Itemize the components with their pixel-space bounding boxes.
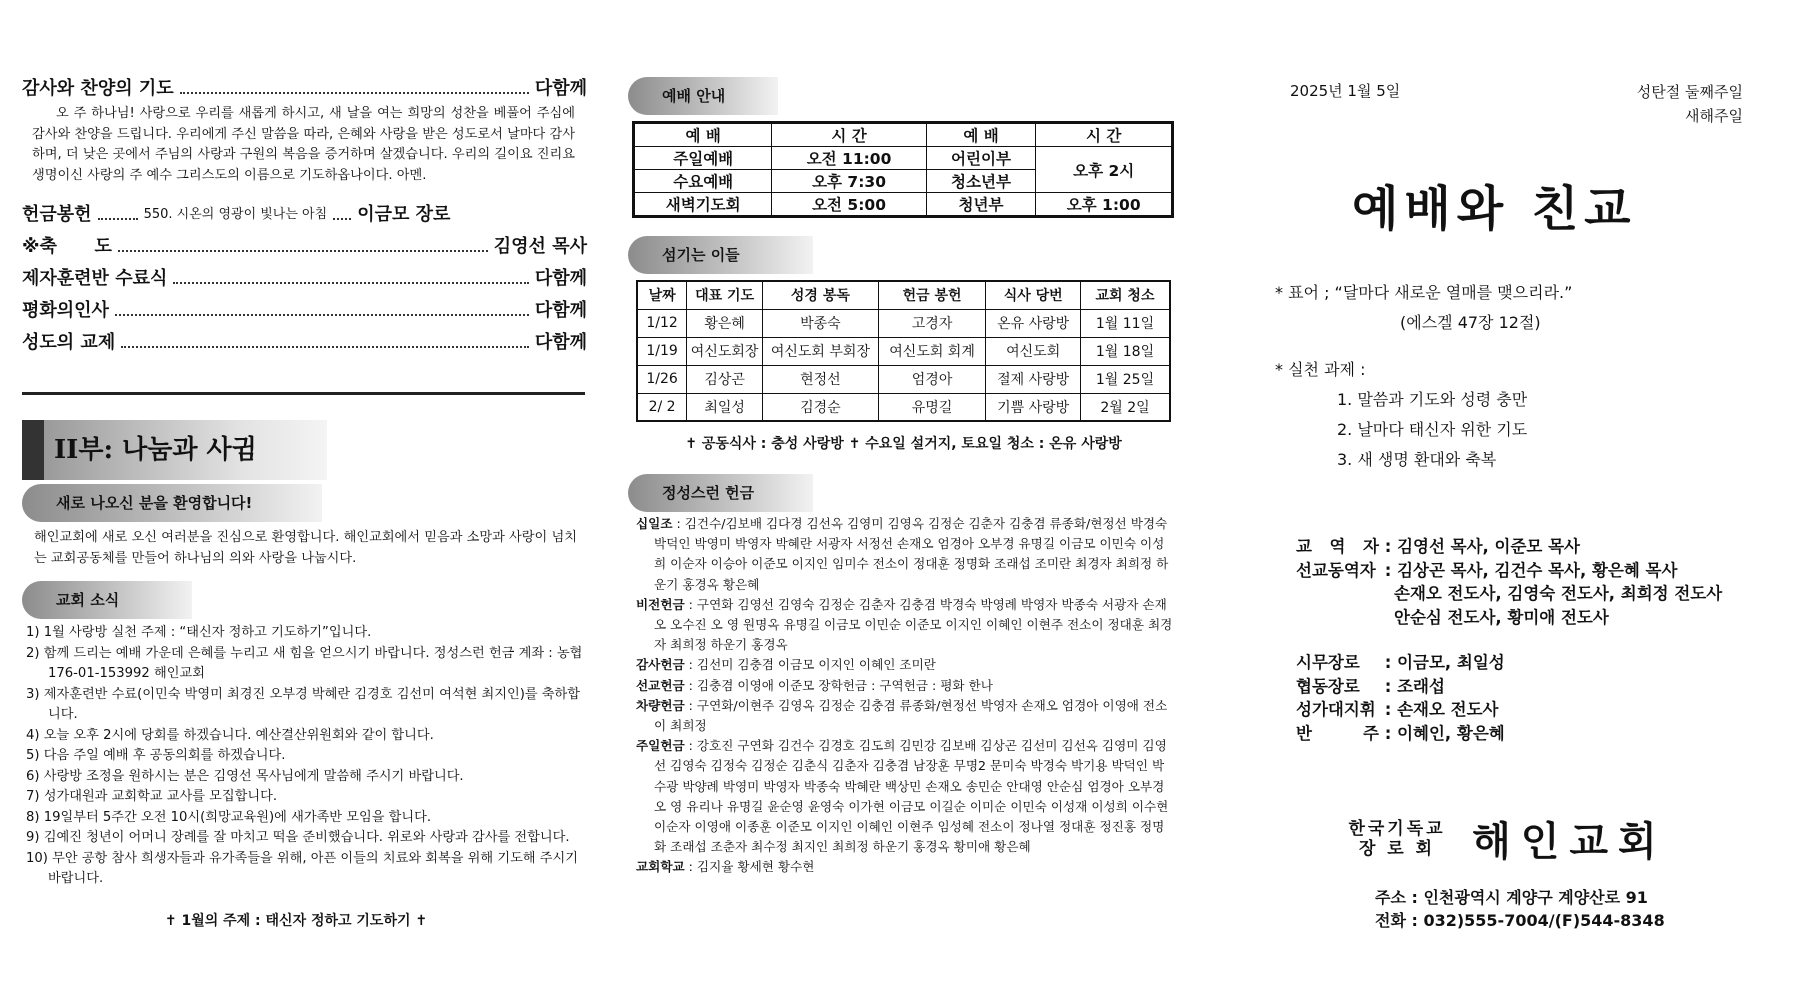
main-title: 예배와 친교 [1352,181,1637,237]
offering-row [636,696,1176,736]
duty-cell: 절제 사랑방 [986,365,1081,393]
order-leader: 다함께 [534,300,587,321]
service-table [632,121,1174,218]
duty-cell: 1/26 [637,365,687,393]
monthly-theme: ✝ 1월의 주제 : 태신자 정하고 기도하기 ✝ [164,913,428,929]
staff-row: 선교동역자 : 김상곤 목사, 김건수 목사, 황은혜 목사 [1296,559,1786,583]
service-time: 오후 2시 [1036,147,1173,193]
duty-cell: 여신도회장 [687,337,763,365]
duty-row [637,337,1170,365]
staff-label: 선교동역자 [1296,560,1376,580]
news-item: 8) 19일부터 5주간 오전 10시(희망교육원)에 새가족반 모임을 합니다. [26,809,432,825]
offering-label: 주일헌금 [636,738,685,754]
prayer-text: 오 주 하나님! 사랑으로 우리를 새롭게 하시고, 새 날을 여는 희망의 성찬을 베풀어 주심에 감사와 찬양을 드립니다. 우리에게 주신 말씀을 따라, 은혜와 사랑을 받은 성도로서 날마다 감사하며, 더 낮은 곳에서 주님의 사랑과 구원의 복음을 증거하며 살겠습니다. 우리의 길이요 진리요 생명이신 사랑의 주 예수 그리스도의 이름으로 기도하옵나이다. 아멘. [32,106,575,183]
denomination [1347,819,1447,859]
season-line: 새해주일 [1685,107,1743,125]
duty-cell: 김경순 [763,393,879,421]
news-item: 2) 함께 드리는 예배 가운데 은혜를 누리고 새 힘을 얻으시기 바랍니다. 정성스런 헌금 계좌 : 농협 176-01-153992 해인교회 [26,645,583,681]
part2-banner [22,420,327,480]
service-name: 어린이부 [926,147,1036,170]
leader-dots [115,314,529,316]
elder-label: 성가대지휘 [1296,700,1376,719]
offering-label: 선교헌금 [636,677,685,693]
duty-cell: 고경자 [878,309,986,337]
offering-names: 김선미 김충겸 이금모 이지인 이혜인 조미란 [696,657,936,673]
order-leader: 다함께 [534,268,587,289]
duty-cell: 유명길 [878,393,986,421]
service-time: 오전 5:00 [772,193,926,217]
header-cell: 시 간 [772,123,926,147]
duty-table-header [637,281,1170,309]
service-row [634,193,1173,217]
motto [1275,278,1775,338]
denomination-line: 장 로 회 [1358,838,1436,859]
task-item: 2. 날마다 태신자 위한 기도 [1337,420,1528,439]
duty-cell: 엄경아 [878,365,986,393]
order-leader: 다함께 [534,332,587,353]
worship-order-row [22,226,587,258]
offering-label: 감사헌금 [636,657,685,673]
duty-cell: 황은혜 [687,309,763,337]
motto-text: * 표어 ; “달마다 새로운 열매를 맺으리라.” [1275,283,1573,302]
news-item: 6) 사랑방 조정을 원하시는 분은 김영선 목사님에게 말씀해 주시기 바랍니다. [26,768,464,784]
news-heading-pill [22,581,192,619]
duty-cell: 1/12 [637,309,687,337]
section-divider [22,392,585,395]
duty-cell: 온유 사랑방 [986,309,1081,337]
news-item: 4) 오늘 오후 2시에 당회를 하겠습니다. 예산결산위원회와 같이 합니다. [26,727,434,743]
worship-order-row [22,258,587,290]
offering-separator: : [684,697,697,713]
duty-cell: 1월 18일 [1080,337,1170,365]
staff-value: 김상곤 목사, 김건수 목사, 황은혜 목사 [1397,560,1678,580]
bulletin-date: 2025년 1월 5일 [1290,82,1401,100]
staff-list [1296,535,1786,745]
prayer-title: 감사와 찬양의 기도 [22,78,174,99]
offering-separator: : [684,859,697,875]
staff-row: 교 역 자 : 김영선 목사, 이준모 목사 [1296,535,1786,559]
service-name: 새벽기도회 [634,193,772,217]
header-cell: 식사 당번 [986,281,1081,309]
church-name: 해인교회 [1472,819,1667,865]
offering-names: 구연화/이현주 김영옥 김정순 김충겸 류종화/현정선 박영자 손재오 엄경아 이영애 전소이 최희정 [654,697,1168,734]
duty-table [636,280,1171,422]
service-heading-pill [628,77,778,115]
leader-dots [121,346,529,348]
duty-heading-pill [628,236,813,274]
staff-value: 손재오 전도사, 김영숙 전도사, 최희정 전도사 [1394,584,1723,603]
news-item: 5) 다음 주일 예배 후 공동의회를 하겠습니다. [26,748,286,763]
service-time: 오전 11:00 [772,147,926,170]
header-cell: 대표 기도 [687,281,763,309]
offering-separator: : [684,596,697,612]
elder-row: 성가대지휘 : 손재오 전도사 [1296,698,1786,722]
offering-heading-pill [628,474,813,512]
order-leader: 이금모 장로 [357,204,451,225]
elder-row: 시무장로 : 이금모, 최일성 [1296,651,1786,675]
duty-cell: 2월 2일 [1080,393,1170,421]
offering-row [636,595,1176,656]
service-row [634,147,1173,170]
address: 주소 : 인천광역시 계양구 계양산로 91 [1375,888,1648,907]
worship-order-row [22,290,587,322]
offering-separator: : [684,677,697,693]
prayer-who: 다함께 [534,78,587,99]
news-heading: 교회 소식 [56,591,120,609]
offering-names: 김건수/김보배 김다경 김선옥 김영미 김영옥 김정순 김춘자 김충겸 류종화/현정선 박경숙 박덕인 박영미 박영자 박혜란 서광자 서정선 손재오 엄경아 오부경 유명길 이금모 이민숙 이성희 이순자 이승아 이준모 이지인 임미수 전소이 정대훈 정명화 조래섭 조미란 최경자 최희정 하운기 홍경옥 황은혜 [654,516,1169,592]
header-cell: 헌금 봉헌 [878,281,986,309]
task-item: 1. 말씀과 기도와 성령 충만 [1337,390,1528,409]
service-name: 주일예배 [634,147,772,170]
staff-value: 안순심 전도사, 황미애 전도사 [1394,607,1609,627]
elder-label: 협동장로 [1296,676,1360,696]
offering-row [636,655,1176,675]
header-cell: 성경 봉독 [763,281,879,309]
order-title: 성도의 교제 [22,332,116,353]
order-title: 헌금봉헌 [22,204,92,225]
service-table-header [634,123,1173,147]
duty-cell: 현정선 [763,365,879,393]
offering-row [636,514,1176,595]
elder-value: 조래섭 [1397,676,1445,696]
elder-row: 협동장로 : 조래섭 [1296,675,1786,699]
duty-cell: 2/ 2 [637,393,687,421]
header-cell: 예 배 [926,123,1036,147]
offering-list [636,514,1176,878]
leader-dots [98,218,138,220]
offering-row [636,676,1176,696]
offering-separator: : [684,738,697,754]
offering-separator: : [672,516,685,531]
duty-cell: 여신도회 [986,337,1081,365]
welcome-heading-pill [22,484,322,522]
header-cell: 날짜 [637,281,687,309]
offering-label: 차량헌금 [636,697,685,713]
offering-names: 구연화 김영선 김영숙 김정순 김춘자 김충겸 박경숙 박영례 박영자 박종숙 서광자 손재오 오수진 오 영 원명옥 유명길 이금모 이민순 이준모 이지인 이혜인 이현주 전소이 정대훈 최경자 최희정 하운기 홍경옥 [654,596,1173,653]
news-item: 9) 김예진 청년이 어머니 장례를 잘 마치고 떡을 준비했습니다. 위로와 사랑과 감사를 전합니다. [26,830,570,845]
order-hymn: 550. 시온의 영광이 빛나는 아침 [143,207,328,222]
prayer-heading-row [22,70,587,100]
leader-dots [173,282,528,284]
service-time: 오후 7:30 [772,170,926,193]
duty-cell: 김상곤 [687,365,763,393]
church-signature [1347,810,1667,867]
news-item: 7) 성가대원과 교회학교 교사를 모집합니다. [26,789,278,804]
news-item: 10) 무안 공항 참사 희생자들과 유가족들을 위해, 아픈 이들의 치료와 회복을 위해 기도해 주시기 바랍니다. [26,850,578,886]
practice-tasks [1275,355,1775,475]
offering-label: 십일조 [636,516,673,531]
elder-value: 손재오 전도사 [1397,700,1499,719]
news-item: 1) 1월 사랑방 실천 주제 : “태신자 정하고 기도하기”입니다. [26,625,372,640]
phone: 전화 : 032)555-7004/(F)544-8348 [1375,911,1665,930]
motto-reference: (에스겔 47장 12절) [1400,313,1541,332]
elder-row: 반 주 : 이혜인, 황은혜 [1296,722,1786,746]
header-cell: 시 간 [1036,123,1173,147]
duty-row [637,309,1170,337]
worship-order-row [22,322,587,354]
leader-dots [180,92,529,94]
contact-info [1375,886,1665,932]
duty-row [637,365,1170,393]
service-name: 수요예배 [634,170,772,193]
duty-cell: 최일성 [687,393,763,421]
order-title: 평화의인사 [22,300,109,321]
duty-row [637,393,1170,421]
elder-label: 반 주 [1296,723,1379,743]
staff-label: 교 역 자 [1296,537,1379,556]
welcome-heading: 새로 나오신 분을 환영합니다! [56,494,253,512]
news-list [26,623,586,890]
header-cell: 예 배 [634,123,772,147]
leader-dots [333,218,351,220]
offering-names: 강호진 구연화 김건수 김경호 김도희 김민강 김보배 김상곤 김선미 김선옥 김영미 김영선 김영숙 김정숙 김정순 김춘식 김춘자 김충겸 남장훈 무명2 문미숙 박경숙 박기용 박덕인 박수광 박양례 박영미 박영자 박종숙 박혜란 백상민 손재오 송민순 안대영 안순심 엄경아 오부경 오 영 유리나 유명길 윤순영 윤영숙 이가현 이금모 이길순 이미순 이민숙 이성재 이성희 이수현 이순자 이영애 이종훈 이준모 이지인 이혜인 이현주 임성혜 전소이 정나열 정대훈 정진홍 정명화 조래섭 조춘자 최수정 최지인 최희정 하운기 홍경옥 황미애 황은혜 [654,738,1169,855]
welcome-text: 해인교회에 새로 오신 여러분을 진심으로 환영합니다. 해인교회에서 믿음과 소망과 사랑이 넘치는 교회공동체를 만들어 하나님의 의와 사랑을 나눕시다. [34,530,577,566]
news-item: 3) 제자훈련반 수료(이민숙 박영미 최경진 오부경 박혜란 김경호 김선미 여석현 최지인)를 축하합니다. [26,686,581,722]
left-column [22,70,587,354]
offering-names: 김충겸 이영애 이준모 장학헌금 : 구역헌금 : 평화 한나 [696,677,993,693]
tasks-title: * 실천 과제 : [1275,360,1366,379]
duty-cell: 박종숙 [763,309,879,337]
offering-row [636,736,1176,857]
duty-cell: 여신도회 회계 [878,337,986,365]
offering-separator: : [684,657,697,673]
duty-note: ✝ 공동식사 : 충성 사랑방 ✝ 수요일 설거지, 토요일 청소 : 온유 사랑방 [685,436,1122,452]
service-name: 청소년부 [926,170,1036,193]
season-line: 성탄절 둘째주일 [1636,83,1743,101]
duty-cell: 1/19 [637,337,687,365]
elder-label: 시무장로 [1296,653,1360,672]
order-leader: 김영선 목사 [493,236,587,257]
task-item: 3. 새 생명 환대와 축복 [1337,450,1497,469]
elder-value: 이금모, 최일성 [1397,653,1505,672]
part2-title: II부: 나눔과 사귐 [54,435,257,465]
worship-order-row [22,194,587,226]
worship-order-list [22,194,587,354]
offering-label: 비전헌금 [636,596,685,612]
offering-row [636,857,1176,877]
staff-row [1296,582,1786,606]
season [1570,80,1743,128]
duty-cell: 1월 11일 [1080,309,1170,337]
header-cell: 교회 청소 [1080,281,1170,309]
denomination-line: 한국기독교 [1348,818,1446,839]
service-name: 청년부 [926,193,1036,217]
elder-value: 이혜인, 황은혜 [1397,723,1505,743]
service-time: 오후 1:00 [1036,193,1173,217]
offering-heading: 정성스런 헌금 [662,484,755,502]
leader-dots [118,250,488,252]
duty-cell: 1월 25일 [1080,365,1170,393]
staff-row [1296,606,1786,630]
offering-names: 김지율 황세현 황수현 [696,859,815,875]
duty-heading: 섬기는 이들 [662,246,740,264]
duty-cell: 여신도회 부회장 [763,337,879,365]
staff-value: 김영선 목사, 이준모 목사 [1397,537,1580,556]
offering-label: 교회학교 [636,859,685,875]
order-title: 제자훈련반 수료식 [22,268,168,289]
order-title: ※축 도 [22,236,112,257]
service-heading: 예배 안내 [662,87,726,105]
duty-cell: 기쁨 사랑방 [986,393,1081,421]
